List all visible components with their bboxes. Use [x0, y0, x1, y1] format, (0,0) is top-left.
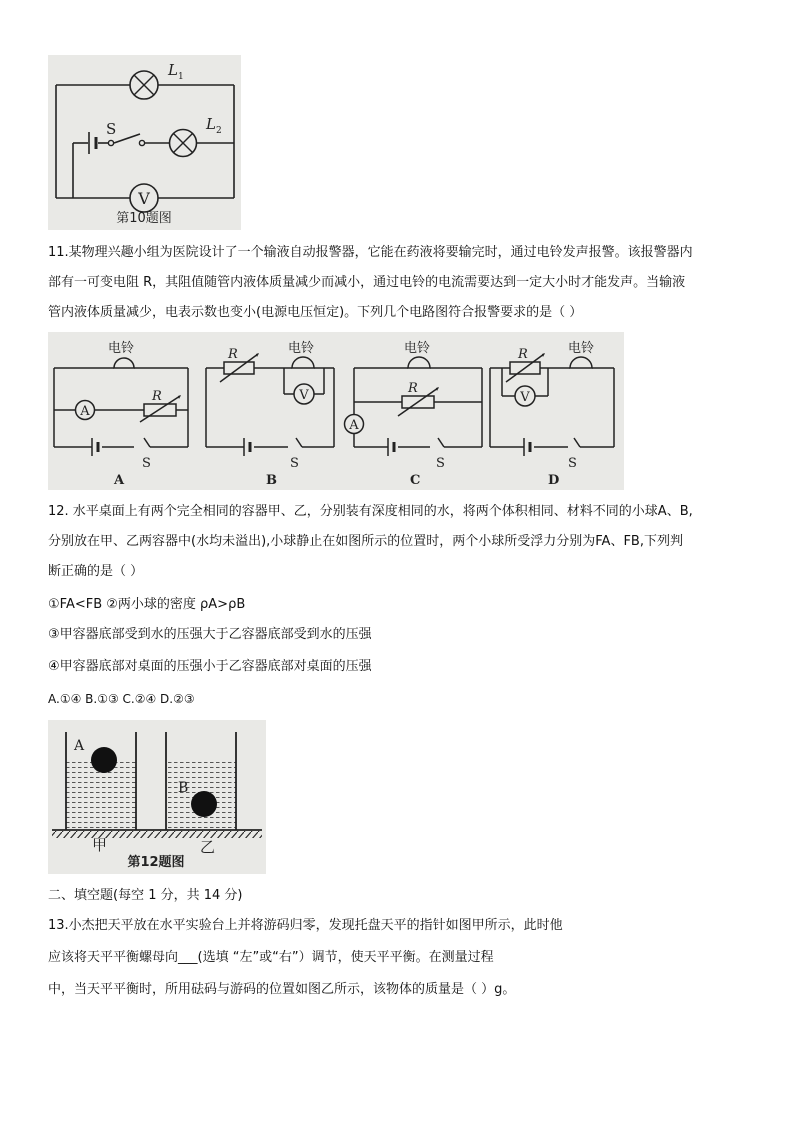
ball-b-label: B: [178, 780, 189, 796]
circuit-d: [490, 340, 614, 488]
q11-line-1: 11.某物理兴趣小组为医院设计了一个输液自动报警器，它能在药液将要输完时，通过电铃发声报警。该报警器内: [48, 245, 693, 260]
switch-label-d: S: [568, 456, 577, 471]
bell-label-c: 电铃: [404, 341, 431, 356]
ammeter-label-c: A: [349, 418, 359, 433]
voltmeter-label: V: [138, 189, 150, 208]
q11-line-3: 管内液体质量减少，电表示数也变小(电源电压恒定)。下列几个电路图符合报警要求的是（ ）: [48, 305, 583, 320]
option-label-c: C: [410, 473, 421, 488]
resistor-label-a: R: [152, 389, 162, 404]
q13-line-3: 中，当天平平衡时，所用砝码与游码的位置如图乙所示，该物体的质量是（ ）g。: [48, 982, 516, 997]
q12-options: A.①④ B.①③ C.②④ D.②③: [48, 692, 195, 706]
container-a-label: 甲: [92, 836, 108, 854]
switch-label-c: S: [436, 456, 445, 471]
bell-label-b: 电铃: [288, 341, 315, 356]
resistor-label-c: R: [408, 381, 418, 396]
label-l1-sub: 1: [178, 72, 184, 82]
ball-a-label: A: [74, 738, 85, 754]
switch-label-a: S: [142, 456, 151, 471]
figure-q11: [48, 332, 624, 490]
circuit-b: [206, 340, 334, 488]
figure-q12: [48, 720, 266, 874]
q11-line-2: 部有一可变电阻 R，其阻值随管内液体质量减少而减小，通过电铃的电流需要达到一定大小时才能发声。当输液: [48, 275, 686, 290]
figure-q10: [48, 55, 241, 230]
q12-statement-3: ④甲容器底部对桌面的压强小于乙容器底部对桌面的压强: [48, 659, 372, 674]
ammeter-label: A: [80, 404, 90, 419]
option-label-b: B: [266, 473, 277, 488]
voltmeter-label-d: V: [520, 390, 530, 405]
lamp-l1-icon: [130, 71, 158, 99]
q12-statement-2: ③甲容器底部受到水的压强大于乙容器底部受到水的压强: [48, 627, 372, 642]
lamp-l2-icon: [170, 130, 197, 157]
circuits-q11: [48, 332, 624, 490]
figure-caption-q12: 第12题图: [127, 855, 185, 870]
figure-caption-q10: 第10题图: [116, 211, 172, 226]
switch-label-b: S: [290, 456, 299, 471]
section-title: 二、填空题(每空 1 分，共 14 分): [48, 888, 243, 903]
ball-a: [91, 747, 117, 773]
container-b-label: 乙: [200, 838, 216, 856]
ball-b: [191, 791, 217, 817]
bell-icon: [408, 357, 430, 368]
option-label-d: D: [548, 473, 560, 488]
q13-line-1: 13.小杰把天平放在水平实验台上并将游码归零，发现托盘天平的指针如图甲所示，此时他: [48, 918, 563, 933]
bell-icon: [114, 358, 134, 368]
label-l2: L: [206, 115, 216, 133]
q13-line-2: 应该将天平平衡螺母向___(选填 “左”或“右”）调节，使天平平衡。在测量过程: [48, 950, 494, 965]
q12-line-2: 分别放在甲、乙两容器中(水均未溢出),小球静止在如图所示的位置时，两个小球所受浮力分别为FA、FB,下列判: [48, 534, 683, 549]
label-switch: S: [106, 120, 117, 138]
q12-line-1: 12. 水平桌面上有两个完全相同的容器甲、乙，分别装有深度相同的水，将两个体积相同、材料不同的小球A、B,: [48, 504, 693, 519]
option-label-a: A: [114, 473, 125, 488]
label-l2-sub: 2: [216, 126, 222, 136]
q12-statement-1: ①FA<FB ②两小球的密度 ρA>ρB: [48, 597, 246, 612]
bell-label-a: 电铃: [108, 341, 135, 356]
circuit-a: [54, 340, 188, 488]
bell-icon: [570, 357, 592, 368]
containers-q12: [48, 720, 266, 874]
resistor-label-d: R: [518, 347, 528, 362]
bell-icon: [292, 357, 314, 368]
bell-label-d: 电铃: [568, 341, 595, 356]
circuit-q10: [48, 55, 241, 230]
label-l1: L: [168, 61, 178, 79]
resistor-label-b: R: [228, 347, 238, 362]
circuit-c: [345, 340, 483, 488]
q12-line-3: 断正确的是（ ）: [48, 564, 144, 579]
voltmeter-label-b: V: [299, 388, 309, 403]
